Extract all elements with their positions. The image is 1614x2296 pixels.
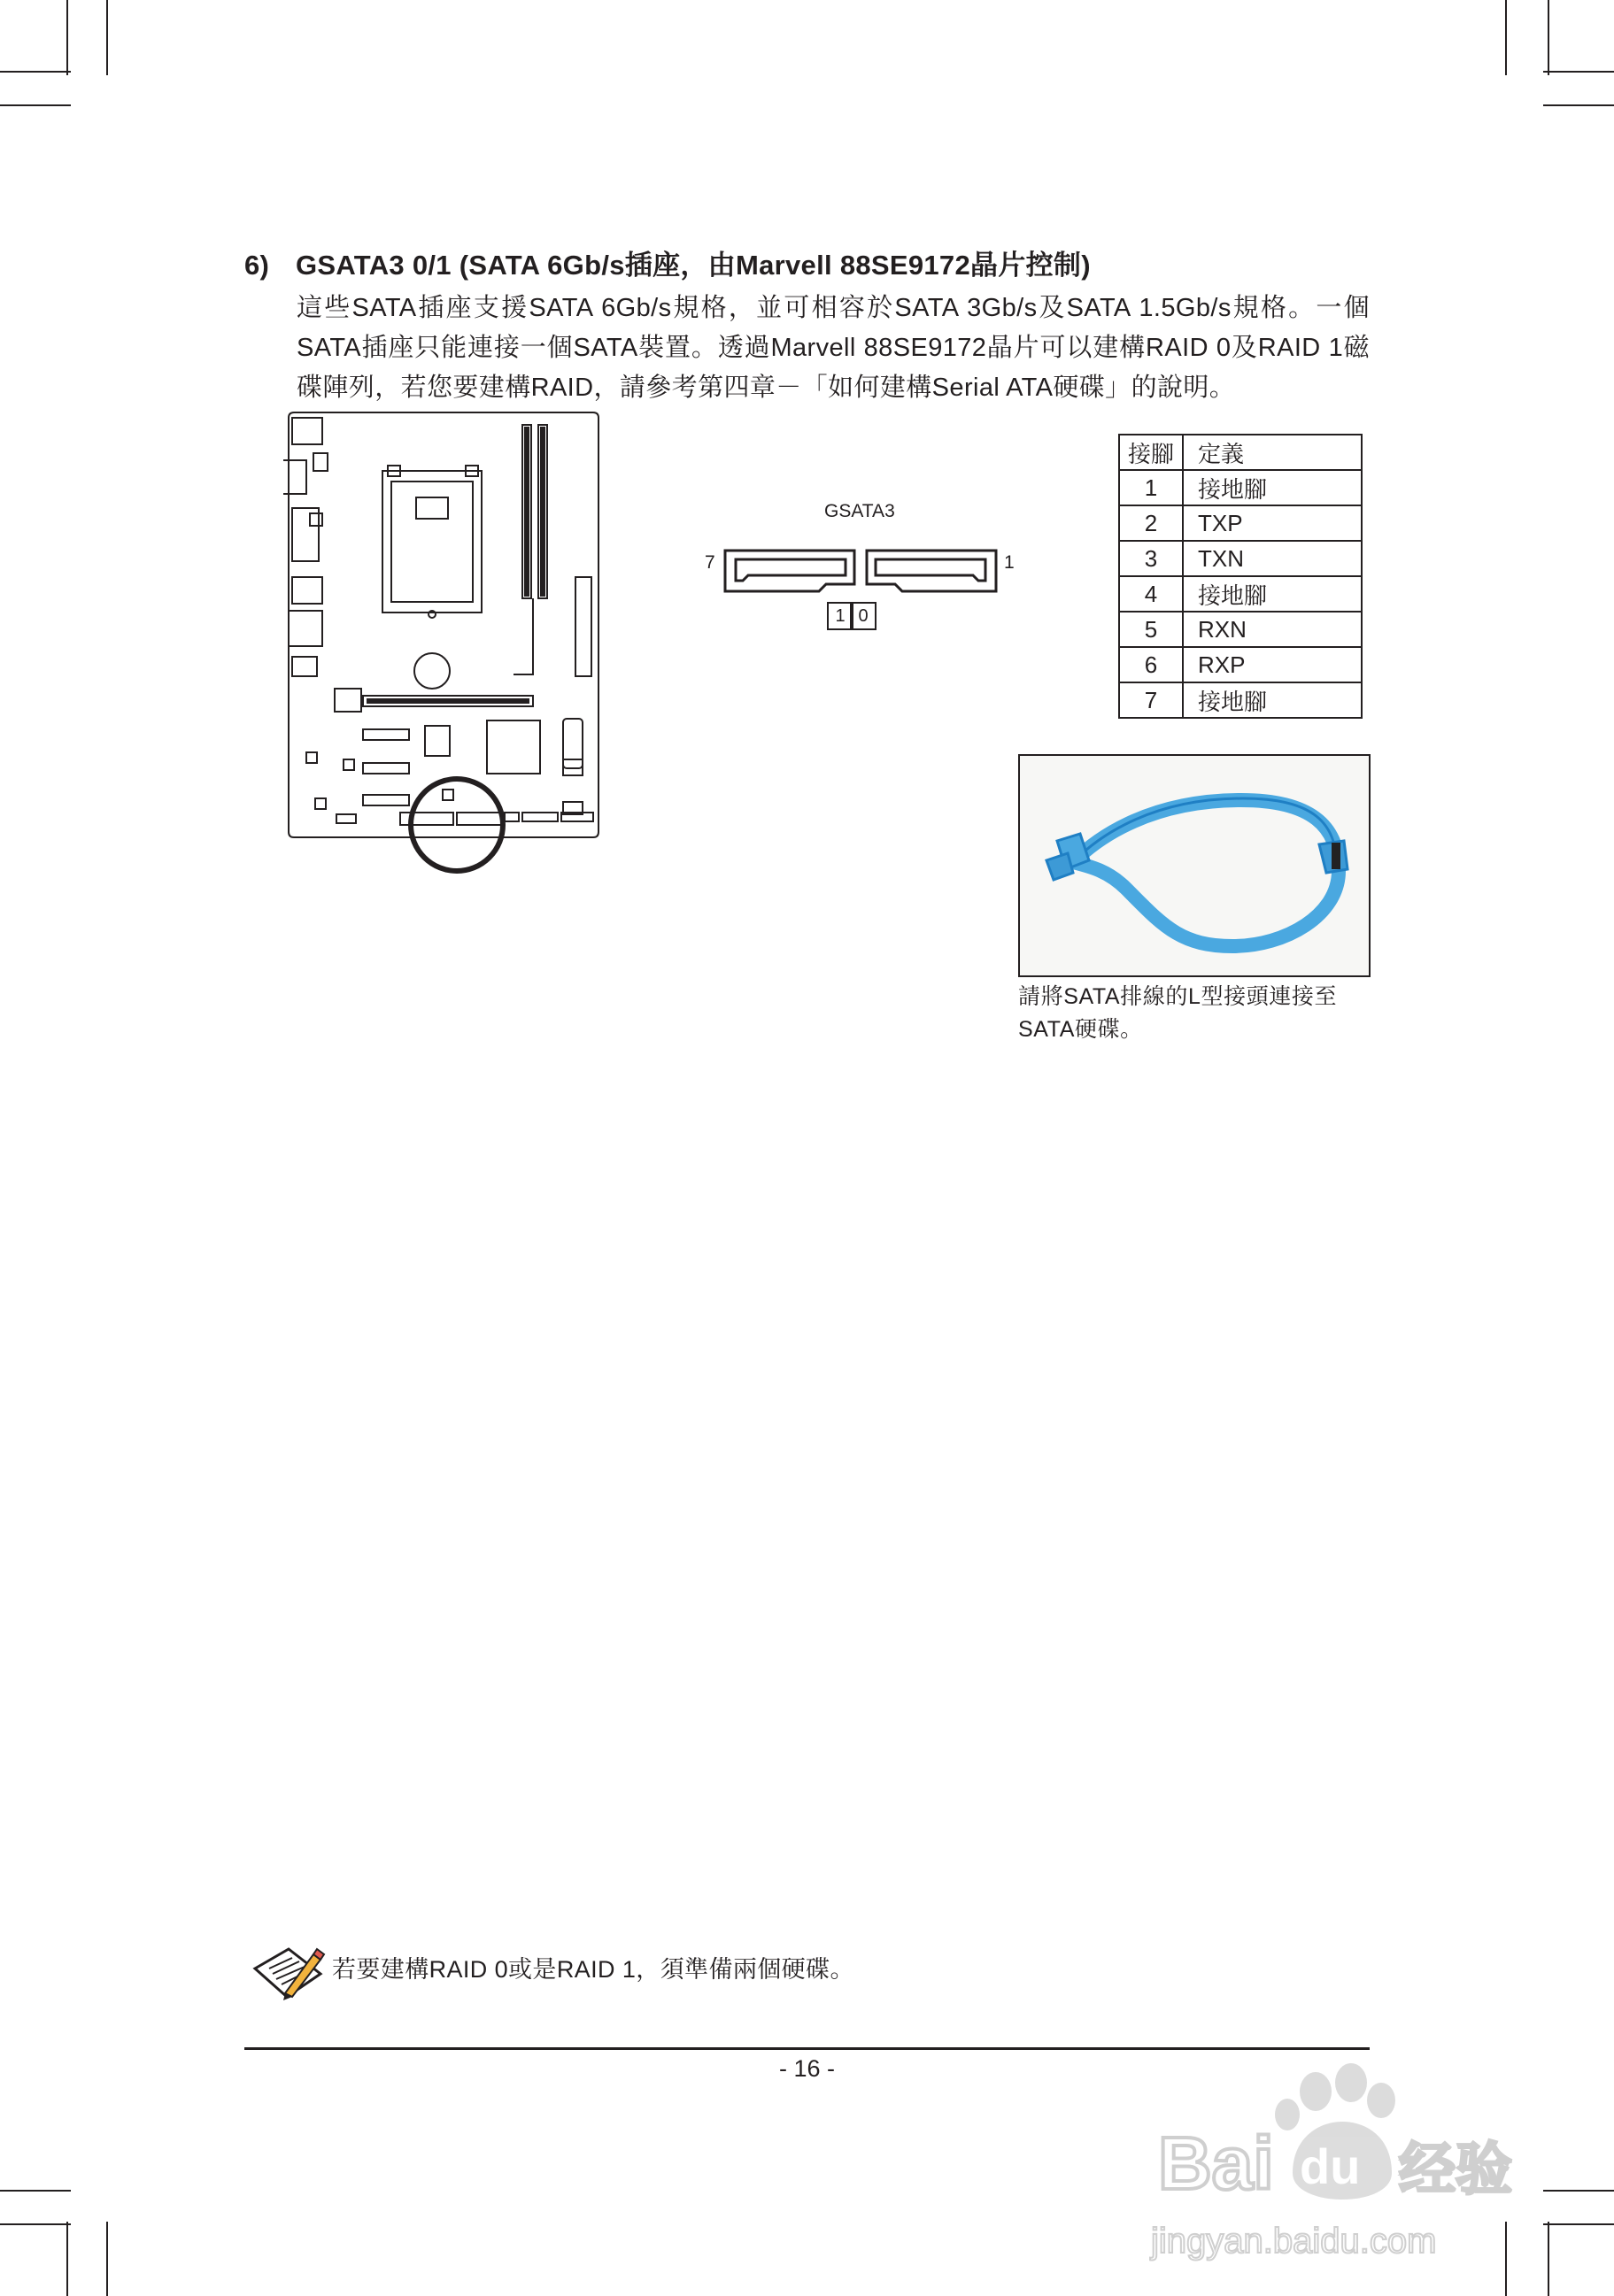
table-row (1119, 470, 1362, 505)
crop-mark-br-h2 (1543, 2223, 1614, 2225)
table-cell-pin: 5 (1119, 612, 1183, 647)
sata-cable-photo (1018, 754, 1371, 977)
pin-1-label: 1 (1004, 552, 1015, 573)
watermark-bai-text: Bai (1158, 2122, 1274, 2205)
watermark-url-text: jingyan.baidu.com (1151, 2222, 1437, 2261)
sata-cable-image (1020, 756, 1369, 975)
table-row (1119, 612, 1362, 647)
section-number: 6) (244, 250, 270, 281)
table-header-row (1119, 435, 1362, 470)
crop-mark-bl-v (106, 2222, 108, 2296)
connector-label: GSATA3 (824, 501, 895, 521)
motherboard-diagram (283, 409, 602, 878)
crop-mark-tl-h2 (0, 104, 71, 106)
table-cell-definition: TXN (1183, 541, 1362, 576)
table-row (1119, 647, 1362, 682)
cable-caption: 請將SATA排線的L型接頭連接至SATA硬碟。 (1018, 984, 1338, 1042)
table-row (1119, 541, 1362, 576)
port-label-0: 0 (850, 602, 877, 630)
crop-mark-tl-h (0, 71, 71, 73)
section-heading (244, 243, 1091, 282)
crop-mark-bl-v2 (66, 2222, 68, 2296)
table-header-pin: 接腳 (1119, 435, 1183, 470)
table-cell-pin: 1 (1119, 470, 1183, 505)
table-cell-pin: 7 (1119, 682, 1183, 718)
table-cell-definition: 接地腳 (1183, 682, 1362, 718)
crop-mark-tr-h (1543, 71, 1614, 73)
table-row (1119, 682, 1362, 718)
crop-mark-tr-v (1505, 0, 1507, 75)
crop-mark-tr-h2 (1543, 104, 1614, 106)
table-cell-pin: 6 (1119, 647, 1183, 682)
crop-mark-br-h (1543, 2190, 1614, 2192)
table-cell-definition: 接地腳 (1183, 576, 1362, 612)
crop-mark-bl-h2 (0, 2223, 71, 2225)
table-row (1119, 576, 1362, 612)
table-row (1119, 505, 1362, 541)
table-cell-pin: 4 (1119, 576, 1183, 612)
note-pencil-icon (250, 1942, 326, 2004)
port-label-1: 1 (827, 602, 853, 630)
watermark-cn-text: 经验 (1399, 2138, 1512, 2203)
crop-mark-tr-v2 (1548, 0, 1549, 75)
table-cell-pin: 2 (1119, 505, 1183, 541)
crop-mark-br-v2 (1548, 2222, 1549, 2296)
table-cell-pin: 3 (1119, 541, 1183, 576)
table-cell-definition: 接地腳 (1183, 470, 1362, 505)
crop-mark-tl-v2 (66, 0, 68, 75)
page-number: - 16 - (778, 2055, 836, 2082)
table-cell-definition: RXN (1183, 612, 1362, 647)
crop-mark-bl-h (0, 2190, 71, 2192)
watermark-du-text: du (1300, 2138, 1361, 2194)
section-title: GSATA3 0/1 (SATA 6Gb/s插座，由Marvell 88SE9172晶片控制) (296, 250, 1091, 281)
table-header-definition: 定義 (1183, 435, 1362, 470)
baidu-jingyan-watermark (1142, 2040, 1532, 2279)
section-paragraph: 這些SATA插座支援SATA 6Gb/s規格，並可相容於SATA 3Gb/s及SATA 1.5Gb/s規格。一個SATA插座只能連接一個SATA裝置。透過Marvell 88SE9172晶片可以建構RAID 0及RAID 1磁碟陣列，若您要建構RAID，請參考第四章－「如何建構Serial ATA硬碟」的說明。 (297, 294, 1370, 402)
crop-mark-tl-v (106, 0, 108, 75)
table-cell-definition: RXP (1183, 647, 1362, 682)
raid-note: 若要建構RAID 0或是RAID 1，須準備兩個硬碟。 (332, 1956, 854, 1983)
table-cell-definition: TXP (1183, 505, 1362, 541)
pin-7-label: 7 (705, 552, 715, 573)
pin-definition-table (1118, 434, 1363, 719)
sata-connector-drawing (722, 545, 1005, 595)
